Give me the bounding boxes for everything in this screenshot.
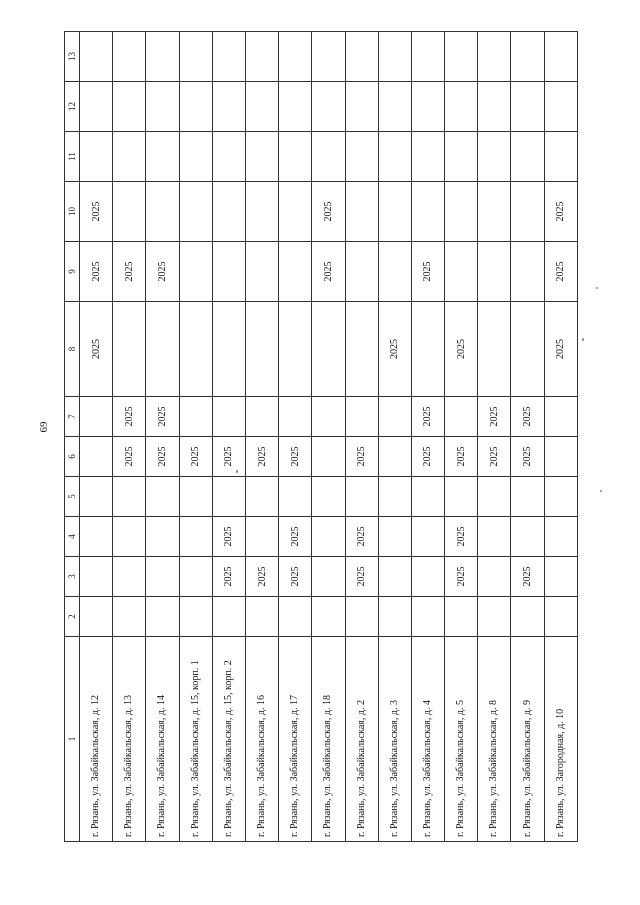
year-cell xyxy=(146,557,179,597)
year-cell xyxy=(411,517,444,557)
year-cell xyxy=(179,182,212,242)
year-cell xyxy=(312,597,345,637)
year-cell: 2025 xyxy=(345,517,378,557)
year-cell: 2025 xyxy=(544,302,577,397)
year-cell xyxy=(312,517,345,557)
year-cell xyxy=(544,477,577,517)
year-cell xyxy=(478,597,511,637)
year-cell xyxy=(80,397,113,437)
year-cell: 2025 xyxy=(212,437,245,477)
year-cell xyxy=(113,517,146,557)
address-cell: г. Рязань, ул. Забайкальская, д. 13 xyxy=(113,637,146,842)
year-cell xyxy=(179,517,212,557)
scan-mark xyxy=(600,490,602,492)
year-cell xyxy=(113,477,146,517)
year-cell xyxy=(212,397,245,437)
year-cell xyxy=(179,302,212,397)
year-cell xyxy=(80,557,113,597)
address-cell: г. Рязань, ул. Забайкальская, д. 15, корп. 2 xyxy=(212,637,245,842)
address-cell: г. Рязань, ул. Забайкальская, д. 14 xyxy=(146,637,179,842)
year-cell xyxy=(245,517,278,557)
year-cell xyxy=(279,132,312,182)
year-cell xyxy=(544,132,577,182)
year-cell: 2025 xyxy=(478,437,511,477)
scan-mark xyxy=(582,338,584,341)
year-cell xyxy=(245,82,278,132)
year-cell xyxy=(378,437,411,477)
table-row xyxy=(80,32,113,842)
year-cell xyxy=(478,82,511,132)
year-cell: 2025 xyxy=(544,182,577,242)
year-cell: 2025 xyxy=(445,302,478,397)
address-cell: г. Рязань, ул. Забайкальская, д. 9 xyxy=(511,637,544,842)
year-cell xyxy=(411,32,444,82)
page-number: 69 xyxy=(38,421,50,433)
year-cell xyxy=(445,242,478,302)
year-cell: 2025 xyxy=(212,557,245,597)
year-cell xyxy=(113,597,146,637)
year-cell: 2025 xyxy=(445,437,478,477)
year-cell xyxy=(146,132,179,182)
year-cell xyxy=(378,82,411,132)
year-cell xyxy=(511,82,544,132)
year-cell xyxy=(113,557,146,597)
address-cell: г. Рязань, ул. Забайкальская, д. 5 xyxy=(445,637,478,842)
year-cell xyxy=(511,477,544,517)
year-cell: 2025 xyxy=(279,557,312,597)
year-cell: 2025 xyxy=(511,557,544,597)
year-cell xyxy=(478,32,511,82)
year-cell xyxy=(312,132,345,182)
year-cell xyxy=(113,82,146,132)
year-cell xyxy=(345,182,378,242)
year-cell xyxy=(146,517,179,557)
column-header: 11 xyxy=(65,132,80,182)
year-cell xyxy=(544,397,577,437)
year-cell xyxy=(511,302,544,397)
address-cell: г. Рязань, ул. Забайкальская, д. 2 xyxy=(345,637,378,842)
column-header: 3 xyxy=(65,557,80,597)
year-cell xyxy=(511,132,544,182)
column-header: 13 xyxy=(65,32,80,82)
year-cell xyxy=(146,597,179,637)
year-cell xyxy=(113,302,146,397)
year-cell xyxy=(345,82,378,132)
year-cell xyxy=(345,397,378,437)
year-cell xyxy=(312,302,345,397)
year-cell xyxy=(212,597,245,637)
year-cell xyxy=(445,477,478,517)
year-cell xyxy=(212,477,245,517)
year-cell: 2025 xyxy=(279,517,312,557)
year-cell xyxy=(80,32,113,82)
year-cell xyxy=(80,437,113,477)
year-cell xyxy=(146,32,179,82)
year-cell: 2025 xyxy=(80,242,113,302)
year-cell: 2025 xyxy=(245,557,278,597)
year-cell: 2025 xyxy=(212,517,245,557)
year-cell: 2025 xyxy=(544,242,577,302)
year-cell xyxy=(146,182,179,242)
year-cell xyxy=(279,477,312,517)
year-cell xyxy=(312,477,345,517)
year-cell xyxy=(212,32,245,82)
year-cell xyxy=(212,302,245,397)
column-header: 5 xyxy=(65,477,80,517)
year-cell xyxy=(378,132,411,182)
table-row xyxy=(312,32,345,842)
column-header: 1 xyxy=(65,637,80,842)
year-cell xyxy=(279,597,312,637)
address-cell: г. Рязань, ул. Забайкальская, д. 17 xyxy=(279,637,312,842)
year-cell xyxy=(345,132,378,182)
year-cell xyxy=(245,132,278,182)
table-row xyxy=(179,32,212,842)
table-row xyxy=(378,32,411,842)
year-cell xyxy=(80,477,113,517)
year-cell xyxy=(179,557,212,597)
year-cell xyxy=(445,32,478,82)
year-cell xyxy=(478,182,511,242)
year-cell: 2025 xyxy=(411,397,444,437)
year-cell xyxy=(179,597,212,637)
address-cell: г. Рязань, ул. Забайкальская, д. 18 xyxy=(312,637,345,842)
year-cell: 2025 xyxy=(312,242,345,302)
year-cell xyxy=(544,557,577,597)
year-cell: 2025 xyxy=(511,437,544,477)
header-row xyxy=(65,32,80,842)
year-cell xyxy=(245,397,278,437)
year-cell: 2025 xyxy=(478,397,511,437)
year-cell xyxy=(478,132,511,182)
year-cell: 2025 xyxy=(113,397,146,437)
year-cell xyxy=(445,82,478,132)
year-cell xyxy=(544,437,577,477)
year-cell xyxy=(212,182,245,242)
year-cell xyxy=(179,397,212,437)
year-cell xyxy=(478,477,511,517)
year-cell: 2025 xyxy=(80,302,113,397)
year-cell xyxy=(411,132,444,182)
table-row xyxy=(245,32,278,842)
table-row xyxy=(146,32,179,842)
column-header: 2 xyxy=(65,597,80,637)
year-cell: 2025 xyxy=(245,437,278,477)
address-cell: г. Рязань, ул. Забайкальская, д. 4 xyxy=(411,637,444,842)
year-cell xyxy=(245,242,278,302)
column-header: 8 xyxy=(65,302,80,397)
address-cell: г. Рязань, ул. Забайкальская, д. 15, корп. 1 xyxy=(179,637,212,842)
repair-schedule-table xyxy=(64,31,578,842)
year-cell xyxy=(179,32,212,82)
year-cell xyxy=(312,557,345,597)
year-cell xyxy=(511,242,544,302)
year-cell xyxy=(378,182,411,242)
year-cell xyxy=(345,477,378,517)
year-cell xyxy=(544,82,577,132)
year-cell: 2025 xyxy=(511,397,544,437)
year-cell: 2025 xyxy=(345,437,378,477)
year-cell: 2025 xyxy=(113,437,146,477)
year-cell xyxy=(511,182,544,242)
address-cell: г. Рязань, ул. Загородная, д. 10 xyxy=(544,637,577,842)
year-cell xyxy=(445,132,478,182)
year-cell xyxy=(544,517,577,557)
year-cell xyxy=(345,302,378,397)
year-cell xyxy=(279,397,312,437)
year-cell xyxy=(113,32,146,82)
year-cell xyxy=(212,82,245,132)
year-cell xyxy=(411,302,444,397)
year-cell xyxy=(445,397,478,437)
rotated-table-wrapper xyxy=(64,32,578,842)
year-cell xyxy=(146,302,179,397)
year-cell xyxy=(312,32,345,82)
year-cell: 2025 xyxy=(179,437,212,477)
column-header: 6 xyxy=(65,437,80,477)
year-cell xyxy=(212,242,245,302)
year-cell xyxy=(378,397,411,437)
table-row xyxy=(113,32,146,842)
year-cell xyxy=(113,132,146,182)
column-header: 7 xyxy=(65,397,80,437)
year-cell xyxy=(279,82,312,132)
year-cell xyxy=(378,517,411,557)
year-cell xyxy=(80,517,113,557)
year-cell xyxy=(511,597,544,637)
year-cell xyxy=(245,477,278,517)
table-row xyxy=(411,32,444,842)
table-row xyxy=(511,32,544,842)
address-cell: г. Рязань, ул. Забайкальская, д. 12 xyxy=(80,637,113,842)
year-cell xyxy=(378,242,411,302)
year-cell: 2025 xyxy=(411,437,444,477)
column-header: 9 xyxy=(65,242,80,302)
year-cell xyxy=(179,242,212,302)
year-cell xyxy=(80,82,113,132)
year-cell xyxy=(279,32,312,82)
year-cell xyxy=(445,182,478,242)
year-cell xyxy=(345,242,378,302)
year-cell xyxy=(179,477,212,517)
year-cell xyxy=(411,477,444,517)
table-row xyxy=(544,32,577,842)
year-cell xyxy=(279,182,312,242)
year-cell xyxy=(411,182,444,242)
year-cell xyxy=(478,302,511,397)
scan-mark xyxy=(236,470,238,473)
year-cell: 2025 xyxy=(445,557,478,597)
year-cell xyxy=(279,242,312,302)
table-row xyxy=(279,32,312,842)
year-cell: 2025 xyxy=(411,242,444,302)
table-row xyxy=(212,32,245,842)
year-cell: 2025 xyxy=(312,182,345,242)
year-cell: 2025 xyxy=(378,302,411,397)
year-cell: 2025 xyxy=(445,517,478,557)
year-cell xyxy=(179,132,212,182)
year-cell: 2025 xyxy=(279,437,312,477)
year-cell: 2025 xyxy=(146,437,179,477)
year-cell xyxy=(245,182,278,242)
year-cell xyxy=(312,397,345,437)
year-cell xyxy=(245,597,278,637)
year-cell xyxy=(544,597,577,637)
year-cell xyxy=(345,32,378,82)
year-cell xyxy=(245,32,278,82)
year-cell xyxy=(312,437,345,477)
year-cell: 2025 xyxy=(345,557,378,597)
year-cell xyxy=(80,132,113,182)
table-row xyxy=(345,32,378,842)
column-header: 4 xyxy=(65,517,80,557)
table-row xyxy=(478,32,511,842)
year-cell xyxy=(345,597,378,637)
year-cell xyxy=(378,32,411,82)
year-cell: 2025 xyxy=(80,182,113,242)
year-cell xyxy=(411,557,444,597)
year-cell xyxy=(80,597,113,637)
column-header: 12 xyxy=(65,82,80,132)
scan-mark xyxy=(596,287,598,289)
year-cell xyxy=(445,597,478,637)
year-cell xyxy=(179,82,212,132)
year-cell: 2025 xyxy=(146,242,179,302)
address-cell: г. Рязань, ул. Забайкальская, д. 8 xyxy=(478,637,511,842)
year-cell: 2025 xyxy=(146,397,179,437)
year-cell xyxy=(511,32,544,82)
year-cell xyxy=(146,82,179,132)
year-cell xyxy=(113,182,146,242)
year-cell xyxy=(212,132,245,182)
year-cell: 2025 xyxy=(113,242,146,302)
address-cell: г. Рязань, ул. Забайкальская, д. 16 xyxy=(245,637,278,842)
year-cell xyxy=(478,517,511,557)
year-cell xyxy=(378,557,411,597)
year-cell xyxy=(378,477,411,517)
year-cell xyxy=(378,597,411,637)
column-header: 10 xyxy=(65,182,80,242)
year-cell xyxy=(478,242,511,302)
year-cell xyxy=(279,302,312,397)
year-cell xyxy=(411,82,444,132)
year-cell xyxy=(245,302,278,397)
year-cell xyxy=(478,557,511,597)
year-cell xyxy=(511,517,544,557)
year-cell xyxy=(411,597,444,637)
year-cell xyxy=(312,82,345,132)
table-row xyxy=(445,32,478,842)
address-cell: г. Рязань, ул. Забайкальская, д. 3 xyxy=(378,637,411,842)
year-cell xyxy=(146,477,179,517)
year-cell xyxy=(544,32,577,82)
